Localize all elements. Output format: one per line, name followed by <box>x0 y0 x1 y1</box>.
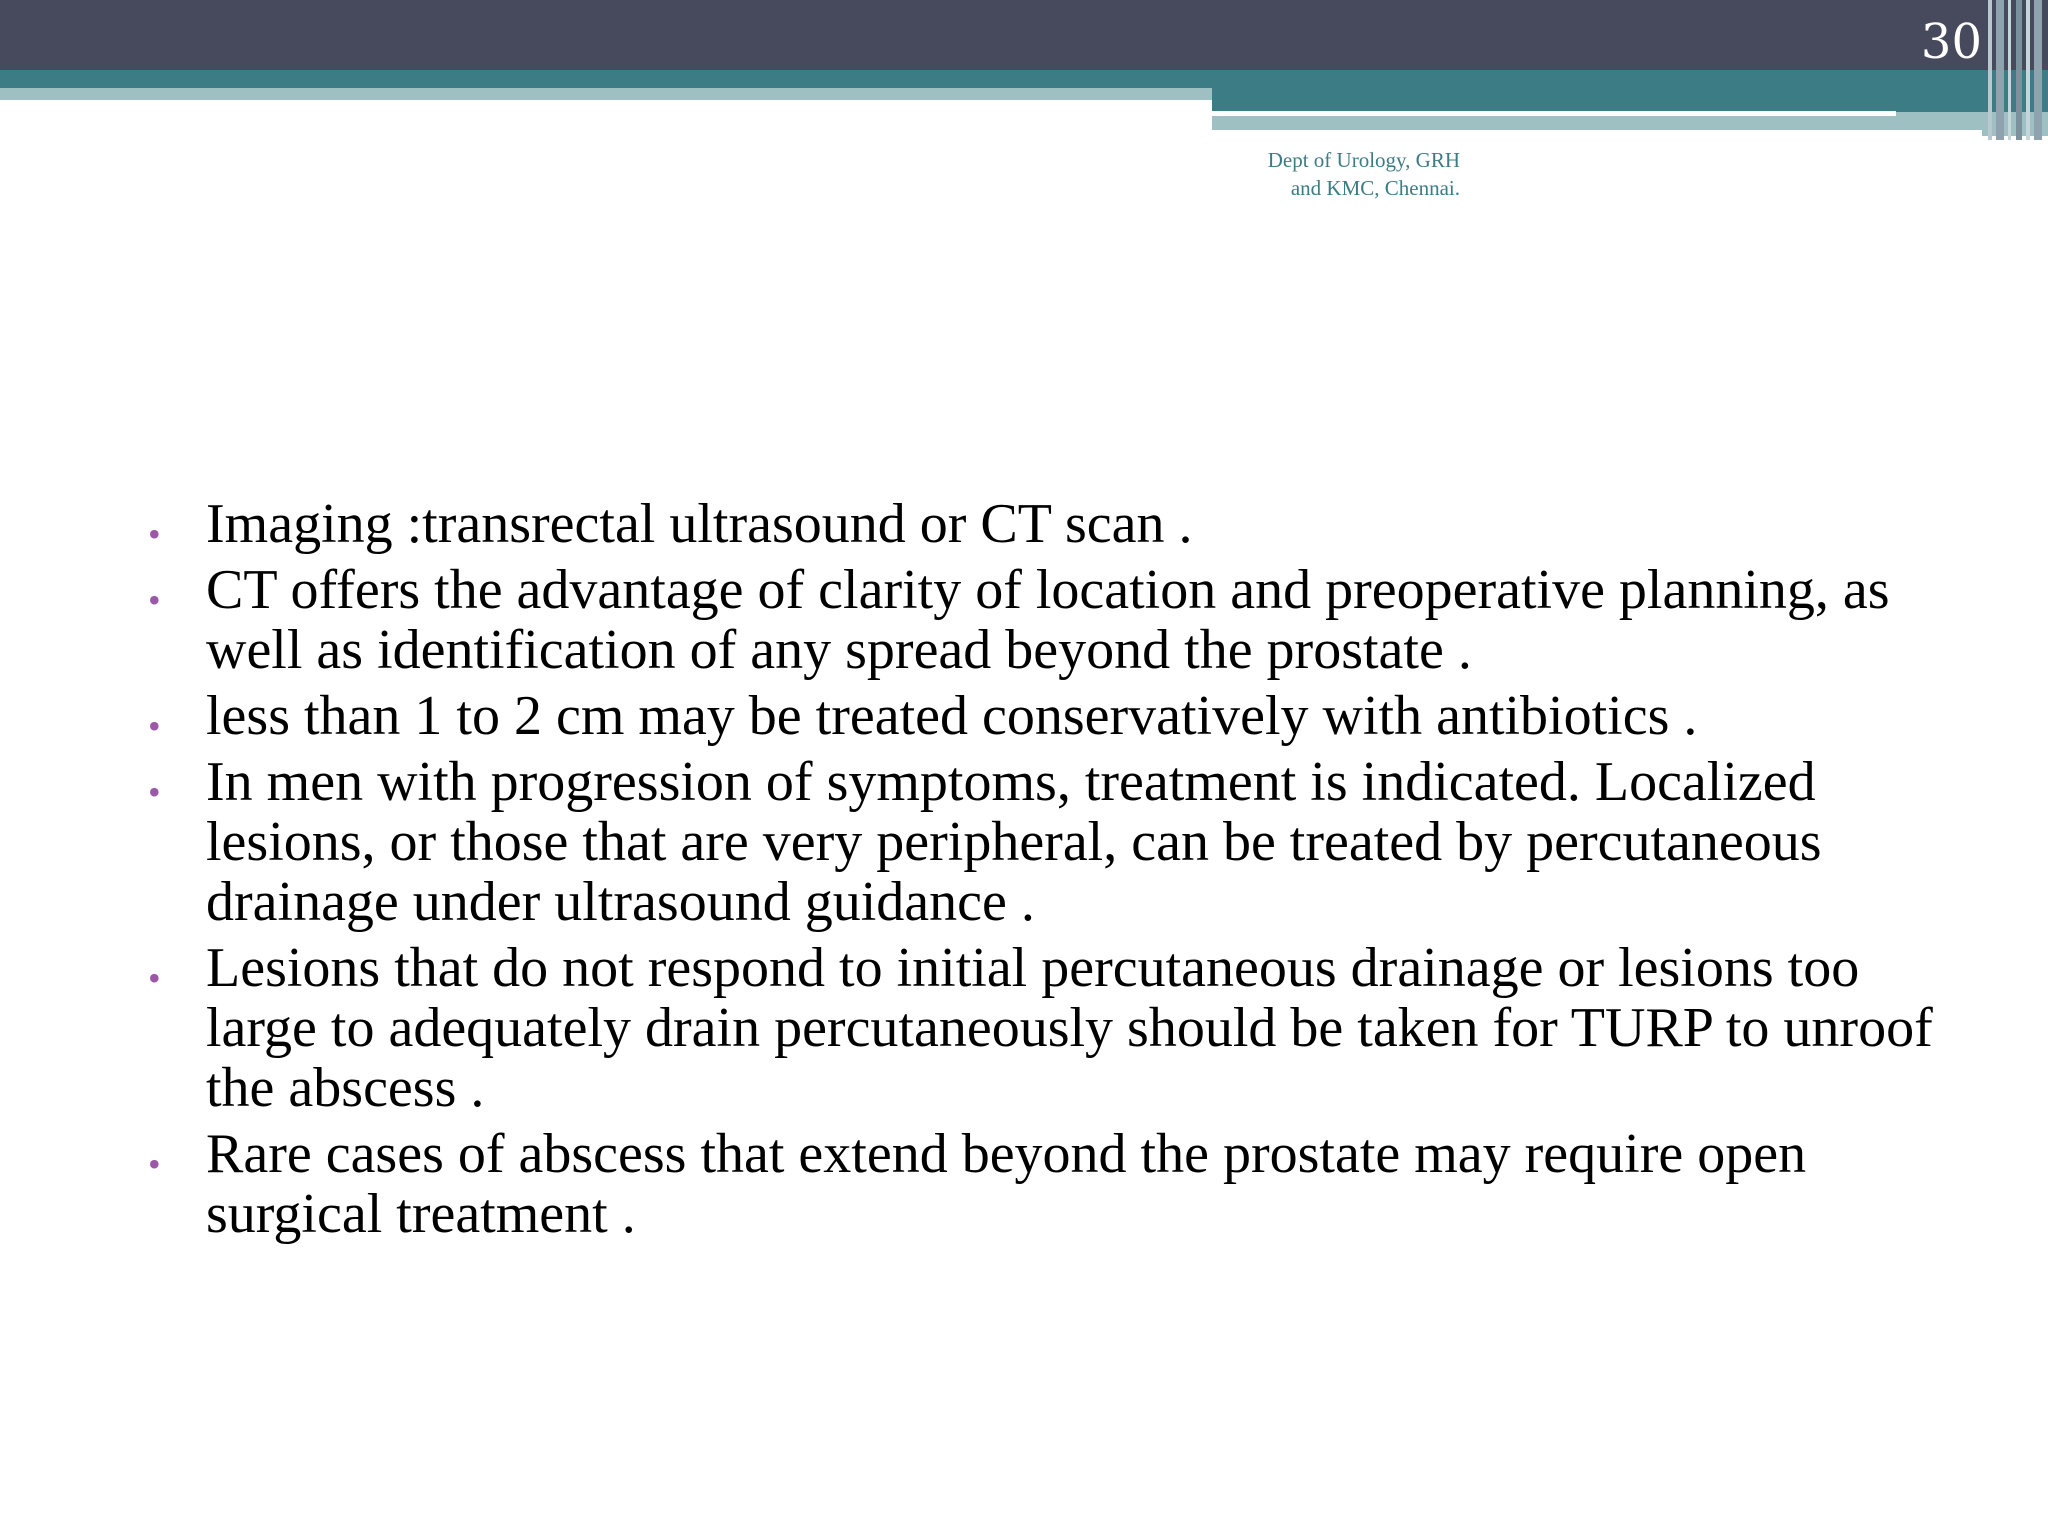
bullet-item <box>140 1124 1940 1244</box>
bullet-item <box>140 560 1940 680</box>
bullet-text: Lesions that do not respond to initial percutaneous drainage or lesions too large to adequately drain percutaneously should be taken for TURP to unroof the abscess . <box>206 937 1933 1119</box>
header-band-light <box>0 88 1212 100</box>
header-band-dark <box>0 0 2048 70</box>
header-band-right-teal <box>1212 88 2048 112</box>
edge-stripe <box>2026 0 2030 140</box>
bullet-dot-icon: • <box>148 514 161 554</box>
bullet-dot-icon: • <box>148 706 161 746</box>
header-accent-block <box>1652 130 1982 140</box>
header-accent-line <box>1212 111 1896 116</box>
edge-stripe <box>1996 0 2004 140</box>
bullet-item <box>140 686 1940 746</box>
bullet-dot-icon: • <box>148 580 161 620</box>
bullet-item <box>140 752 1940 932</box>
bullet-item <box>140 938 1940 1118</box>
header-accent-line <box>1212 130 1652 138</box>
header-band-teal <box>0 70 2048 88</box>
bullet-text: Rare cases of abscess that extend beyond the prostate may require open surgical treatment . <box>206 1123 1807 1245</box>
bullet-dot-icon: • <box>148 1144 161 1184</box>
bullet-text: less than 1 to 2 cm may be treated conservatively with antibiotics . <box>206 685 1698 747</box>
bullet-text: In men with progression of symptoms, treatment is indicated. Localized lesions, or those that are very peripheral, can be treated by percutaneous drainage under ultrasound guidance . <box>206 751 1822 933</box>
footer-note: Dept of Urology, GRH and KMC, Chennai. <box>1267 148 1460 200</box>
bullet-list <box>140 494 1940 1250</box>
edge-stripe <box>1988 0 1992 140</box>
bullet-text: Imaging :transrectal ultrasound or CT scan . <box>206 493 1193 555</box>
edge-stripe <box>2016 0 2022 140</box>
bullet-dot-icon: • <box>148 958 161 998</box>
slide-number: 30 <box>1920 14 1982 70</box>
bullet-item <box>140 494 1940 554</box>
edge-stripe <box>2008 0 2011 140</box>
bullet-dot-icon: • <box>148 772 161 812</box>
edge-stripe <box>2034 0 2042 140</box>
bullet-text: CT offers the advantage of clarity of location and preoperative planning, as well as identification of any spread beyond the prostate . <box>206 559 1890 681</box>
